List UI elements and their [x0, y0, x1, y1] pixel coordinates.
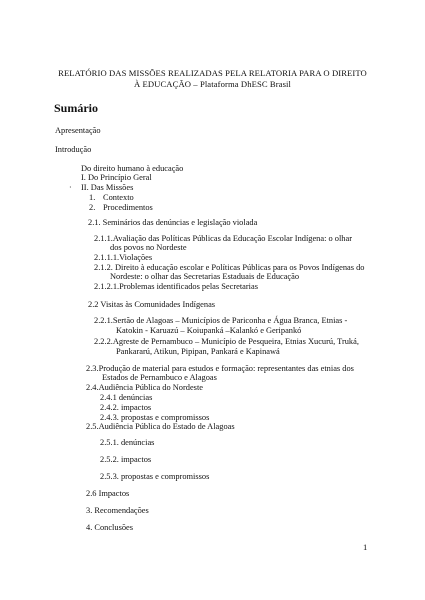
page-number: 1 [363, 542, 368, 552]
toc-item-2-3-line-1: 2.3.Produção de material para estudos e formação: representantes das etnias dos [86, 364, 354, 373]
toc-label: Procedimentos [103, 203, 153, 212]
toc-item-2-1-1-line-1: 2.1.1.Avaliação das Políticas Públicas da Educação Escolar Indígena: o olhar [94, 234, 352, 243]
toc-item-2-1-1-line-2: dos povos no Nordeste [110, 243, 187, 252]
report-title [40, 68, 385, 90]
toc-item-2-4: 2.4.Audiência Pública do Nordeste [86, 383, 203, 392]
toc-item-4: 4. Conclusões [86, 523, 133, 532]
toc-item-2-5: 2.5.Audiência Pública do Estado de Alagoas [86, 422, 235, 431]
toc-item-2-2-1-line-1: 2.2.1.Sertão de Alagoas – Municípios de Pariconha e Água Branca, Etnias - [94, 316, 348, 325]
bullet-marker: · [69, 183, 72, 192]
toc-item-2-1-1-1: 2.1.1.1.Violações [94, 253, 153, 262]
toc-item-2-5-3: 2.5.3. propostas e compromissos [100, 472, 210, 481]
toc-item-2-4-1: 2.4.1 denúncias [100, 393, 153, 402]
toc-item-2-5-1: 2.5.1. denúncias [100, 438, 155, 447]
toc-item-2-4-3: 2.4.3. propostas e compromissos [100, 413, 210, 422]
summary-heading: Sumário [54, 101, 99, 115]
toc-item-2-2-2-line-1: 2.2.2.Agreste de Pernambuco – Município de Pesqueira, Etnias Xucurú, Truká, [94, 337, 359, 346]
report-title-line-1: RELATÓRIO DAS MISSÕES REALIZADAS PELA RELATORIA PARA O DIREITO [58, 68, 367, 78]
toc-label: Contexto [103, 193, 134, 202]
toc-item-introducao: Introdução [55, 145, 92, 154]
toc-item-seminarios: 2.1. Seminários das denúncias e legislação violada [88, 218, 258, 227]
toc-item-missoes: II. Das Missões [81, 183, 134, 192]
report-title-line-2: À EDUCAÇÃO – Plataforma DhESC Brasil [133, 79, 292, 89]
toc-item-2-2-1-line-2: Katokin - Karuazú – Koiupanká –Kalankó e Geripankó [116, 326, 302, 335]
toc-item-procedimentos [89, 203, 153, 213]
toc-item-direito: Do direito humano à educação [81, 164, 184, 173]
toc-item-2-1-2-line-1: 2.1.2. Direito à educação escolar e Políticas Públicas para os Povos Indígenas do [94, 263, 365, 272]
toc-item-2-1-2-1: 2.1.2.1.Problemas identificados pelas Secretarias [94, 282, 258, 291]
toc-item-2-1-2-line-2: Nordeste: o olhar das Secretarias Estaduais de Educação [110, 272, 300, 281]
toc-item-2-2-2-line-2: Pankararú, Atikun, Pipipan, Pankará e Kapinawá [116, 347, 280, 356]
toc-item-principio: I. Do Princípio Geral [81, 173, 152, 182]
toc-number: 2. [89, 203, 96, 212]
toc-item-apresentacao: Apresentação [55, 126, 101, 135]
toc-item-2-5-2: 2.5.2. impactos [100, 455, 152, 464]
toc-item-contexto [89, 193, 134, 203]
toc-item-visitas: 2.2 Visitas às Comunidades Indígenas [88, 300, 216, 309]
toc-item-2-6: 2.6 Impactos [86, 489, 130, 498]
toc-item-3: 3. Recomendações [86, 506, 149, 515]
toc-item-2-4-2: 2.4.2. impactos [100, 403, 152, 412]
toc-number: 1. [89, 193, 96, 202]
toc-item-2-3-line-2: Estados de Pernambuco e Alagoas [102, 373, 217, 382]
